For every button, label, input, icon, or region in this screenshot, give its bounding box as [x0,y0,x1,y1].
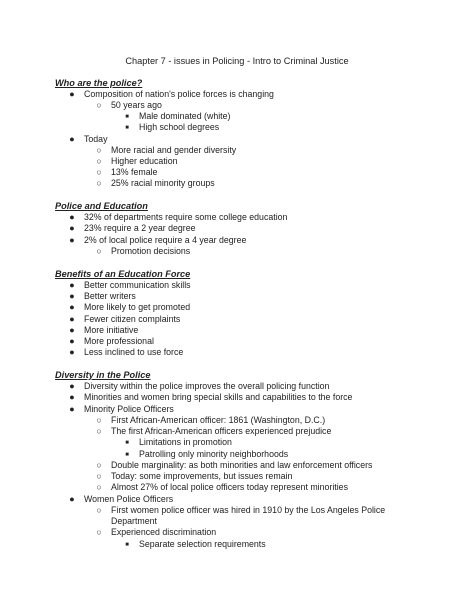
bullet-marker: ● [69,235,75,245]
circle-marker: ○ [96,471,102,481]
list-item: ● Today [84,134,107,146]
list-item: ● Diversity within the police improves the overall policing function [84,381,329,393]
list-item: ○ Today: some improvements, but issues remain [111,471,292,483]
section-heading: Benefits of an Education Force [55,269,191,279]
list-item: ● More likely to get promoted [84,302,190,314]
list-item: ● 32% of departments require some college education [84,212,287,224]
circle-marker: ○ [96,178,102,188]
list-item: ● More professional [84,336,154,348]
list-item: ○ 50 years ago [111,100,162,112]
bullet-marker: ● [69,404,75,414]
bullet-marker: ● [69,134,75,144]
section-heading: Who are the police? [55,78,143,88]
square-marker: ■ [125,542,129,548]
list-item: ○ Higher education [111,156,178,168]
list-item-continuation: Department [111,516,157,526]
circle-marker: ○ [96,167,102,177]
list-item: ○ Almost 27% of local police officers today represent minorities [111,482,348,494]
circle-marker: ○ [96,246,102,256]
circle-marker: ○ [96,527,102,537]
list-item: ● Minority Police Officers [84,404,174,416]
square-marker: ■ [125,440,129,446]
bullet-marker: ● [69,325,75,335]
list-item: ■ Separate selection requirements [139,539,266,551]
list-item: ■ Patrolling only minority neighborhoods [139,449,288,461]
bullet-marker: ● [69,212,75,222]
list-item: ● Minorities and women bring special skills and capabilities to the force [84,392,352,404]
circle-marker: ○ [96,460,102,470]
circle-marker: ○ [96,415,102,425]
list-item: ● Women Police Officers [84,494,173,506]
section-heading: Diversity in the Police [55,370,151,380]
list-item: ○ First African-American officer: 1861 (Washington, D.C.) [111,415,325,427]
bullet-marker: ● [69,89,75,99]
bullet-marker: ● [69,223,75,233]
page-title: Chapter 7 - issues in Policing - Intro to Criminal Justice [125,56,349,66]
bullet-marker: ● [69,347,75,357]
list-item: ○ Double marginality: as both minorities and law enforcement officers [111,460,372,472]
bullet-marker: ● [69,381,75,391]
circle-marker: ○ [96,100,102,110]
list-item: ● More initiative [84,325,138,337]
bullet-marker: ● [69,336,75,346]
bullet-marker: ● [69,314,75,324]
list-item: ■ Male dominated (white) [139,111,230,123]
square-marker: ■ [125,114,129,120]
list-item: ○ 13% female [111,167,157,179]
list-item: ○ First women police officer was hired in 1910 by the Los Angeles Police [111,505,385,517]
list-item: ● 23% require a 2 year degree [84,223,196,235]
list-item: ■ Limitations in promotion [139,437,232,449]
bullet-marker: ● [69,291,75,301]
bullet-marker: ● [69,494,75,504]
list-item: ● Less inclined to use force [84,347,183,359]
list-item: ● Better communication skills [84,280,191,292]
list-item: ○ More racial and gender diversity [111,145,236,157]
circle-marker: ○ [96,156,102,166]
circle-marker: ○ [96,482,102,492]
list-item: ○ Experienced discrimination [111,527,216,539]
circle-marker: ○ [96,145,102,155]
square-marker: ■ [125,125,129,131]
circle-marker: ○ [96,426,102,436]
list-item: ■ High school degrees [139,122,219,134]
section-heading: Police and Education [55,201,148,211]
bullet-marker: ● [69,302,75,312]
list-item: ● Composition of nation's police forces is changing [84,89,274,101]
list-item: ○ 25% racial minority groups [111,178,215,190]
list-item: ● 2% of local police require a 4 year degree [84,235,246,247]
list-item: ● Fewer citizen complaints [84,314,180,326]
list-item: ○ Promotion decisions [111,246,190,258]
circle-marker: ○ [96,505,102,515]
bullet-marker: ● [69,280,75,290]
bullet-marker: ● [69,392,75,402]
list-item: ○ The first African-American officers experienced prejudice [111,426,331,438]
list-item: ● Better writers [84,291,136,303]
square-marker: ■ [125,452,129,458]
